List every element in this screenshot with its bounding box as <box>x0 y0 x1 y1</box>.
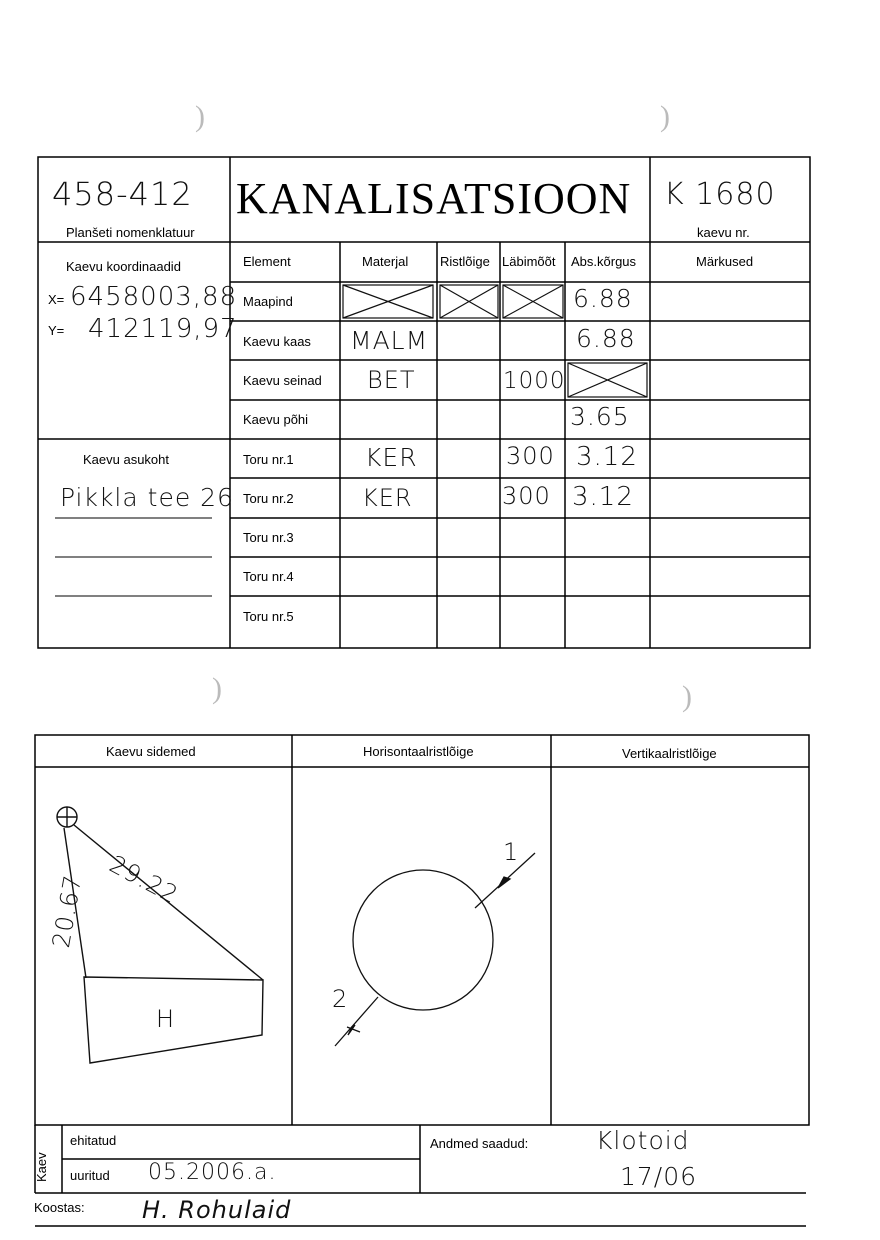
building-letter: H <box>156 1005 176 1033</box>
row-label: Toru nr.5 <box>243 609 294 624</box>
data-source-date: 17/06 <box>620 1162 698 1191</box>
row-label: Maapind <box>243 294 293 309</box>
well-side-label: Kaev <box>34 1152 49 1182</box>
well-number: K 1680 <box>664 177 776 212</box>
col-header: Element <box>243 254 291 269</box>
cell-material: KER <box>365 443 418 472</box>
surveyed-label: uuritud <box>70 1168 110 1183</box>
cell-diameter: 1000 <box>503 368 566 394</box>
col-header: Läbimõõt <box>502 254 556 269</box>
row-label: Toru nr.2 <box>243 491 294 506</box>
col-header: Märkused <box>696 254 754 269</box>
pipe-label: 1 <box>503 838 520 866</box>
ties-label: Kaevu sidemed <box>106 744 196 759</box>
row-label: Kaevu seinad <box>243 373 322 388</box>
distance-label: 20.67 <box>47 872 88 950</box>
row-label: Kaevu kaas <box>243 334 311 349</box>
row-label: Toru nr.3 <box>243 530 294 545</box>
distance-label: 29.22 <box>104 850 184 910</box>
x-label: X= <box>48 292 65 307</box>
row-label: Toru nr.1 <box>243 452 294 467</box>
compiled-by: H. Rohulaid <box>142 1196 292 1224</box>
cell-diameter: 300 <box>502 482 551 510</box>
coordinates-label: Kaevu koordinaadid <box>66 259 181 274</box>
well-label: kaevu nr. <box>697 225 750 240</box>
data-source-value: Klotoid <box>596 1126 690 1155</box>
sheet-number: 458-412 <box>52 175 193 213</box>
data-source-label: Andmed saadud: <box>430 1136 529 1151</box>
cell-material: BET <box>367 366 416 394</box>
scan-mark: ) <box>682 680 692 713</box>
scan-mark: ) <box>212 672 222 705</box>
row-label: Kaevu põhi <box>243 412 309 427</box>
horizontal-sketch <box>335 853 535 1046</box>
y-coordinate: 412119,97 <box>88 314 238 344</box>
cell-material: KER <box>362 484 413 512</box>
col-header: Abs.kõrgus <box>571 254 637 269</box>
horizontal-label: Horisontaalristlõige <box>363 744 474 759</box>
col-header: Ristlõige <box>440 254 490 269</box>
surveyed-date: 05.2006.a. <box>148 1160 277 1185</box>
cell-abs: 3.12 <box>572 482 634 512</box>
scan-mark: ) <box>660 100 670 133</box>
page-title: KANALISATSIOON <box>236 174 632 223</box>
location-value: Pikkla tee 26 <box>60 483 234 512</box>
cell-abs: 3.65 <box>570 402 630 431</box>
col-header: Materjal <box>362 254 409 269</box>
built-label: ehitatud <box>70 1133 117 1148</box>
pipe-label: 2 <box>332 985 349 1013</box>
compiled-label: Koostas: <box>34 1200 85 1215</box>
location-label: Kaevu asukoht <box>83 452 170 467</box>
cell-diameter: 300 <box>506 442 555 470</box>
sheet-label: Planšeti nomenklatuur <box>66 225 195 240</box>
cell-abs: 6.88 <box>576 324 636 353</box>
x-coordinate: 6458003,88 <box>70 282 238 312</box>
cell-abs: 3.12 <box>576 442 638 472</box>
cell-material: MALM <box>350 326 429 355</box>
y-label: Y= <box>48 323 65 338</box>
row-label: Toru nr.4 <box>243 569 294 584</box>
scan-mark: ) <box>195 100 205 133</box>
vertical-label: Vertikaalristlõige <box>622 746 717 761</box>
cell-abs: 6.88 <box>573 284 633 313</box>
